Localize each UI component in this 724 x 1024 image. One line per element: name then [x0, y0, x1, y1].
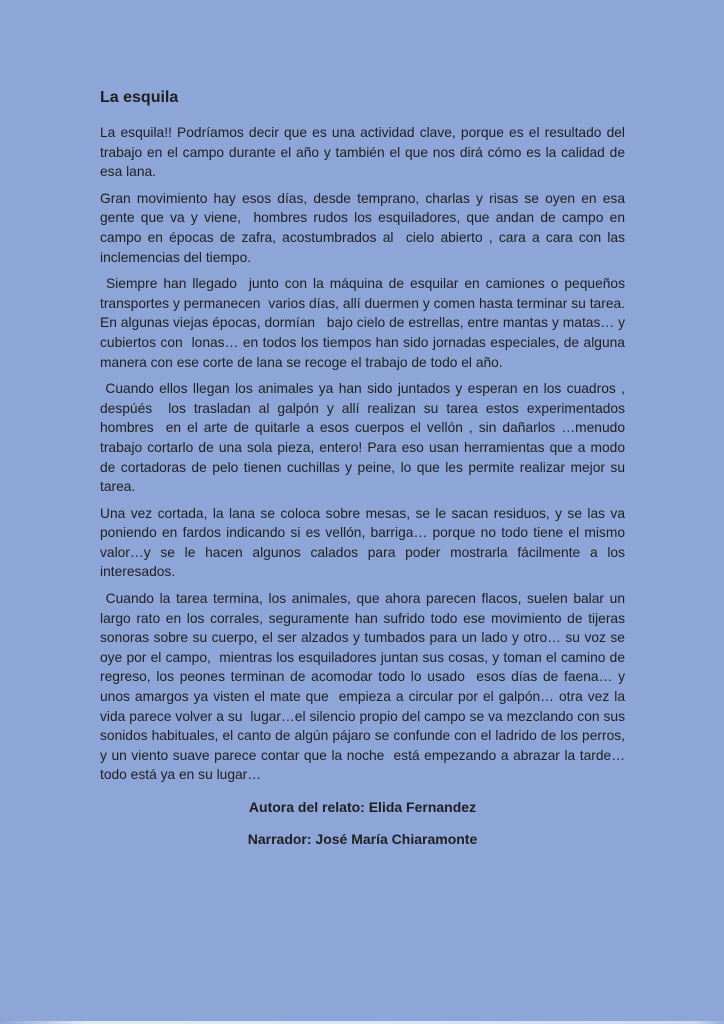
- paragraph-shearing: Cuando ellos llegan los animales ya han sido juntados y esperan en los cuadros , despúés los trasladan al galpón y allí realizan su tarea estos experimentados hombres en el arte de quitarle a esos cuerpos el vellón , sin dañarlos …menudo trabajo cortarlo de una sola pieza, entero! Para eso usan herramientas que a modo de cortadoras de pelo tienen cuchillas y peine, lo que les permite realizar mejor su tarea.: [100, 381, 629, 495]
- credit-author: Autora del relato: Elida Fernandez: [248, 799, 477, 815]
- paragraph-wool: Una vez cortada, la lana se coloca sobre mesas, se le sacan residuos, y se las va poniendo en fardos indicando si es vellón, barriga… porque no todo tiene el mismo valor…y se le hacen algunos calados para poder mostrarla fácilmente a los interesados.: [100, 505, 629, 580]
- document-title: La esquila: [100, 89, 179, 106]
- paragraph-movement: Gran movimiento hay esos días, desde temprano, charlas y risas se oyen en esa gente que va y viene, hombres rudos los esquiladores, que andan de campo en campo en épocas de zafra, acostumbrados al cielo abierto , cara a cara con las inclemencias del tiempo.: [100, 190, 629, 265]
- paragraph-intro: La esquila!! Podríamos decir que es una actividad clave, porque es el resultado del trabajo en el campo durante el año y también el que nos dirá cómo es la calidad de esa lana.: [100, 125, 629, 180]
- credit-narrator: Narrador: José María Chiaramonte: [247, 831, 478, 847]
- paragraph-ending: Cuando la tarea termina, los animales, que ahora parecen flacos, suelen balar un largo rato en los corrales, seguramente han sufrido todo ese movimiento de tijeras sonoras sobre su cuerpo, el ser alzados y tumbados para un lado y otro… su voz se oye por el campo, mientras los esquiladores juntan sus cosas, y toman el camino de regreso, los peones terminan de acomodar todo lo usado esos días de faena… y unos amargos ya visten el mate que empieza a circular por el galpón… otra vez la vida parece volver a su lugar…el silencio propio del campo se va mezclando con sus sonidos habituales, el canto de algún pájaro se confunde con el ladrido de los perros, y un viento suave parece contar que la noche está empezando a abrazar la tarde… todo está ya en su lugar…: [100, 591, 633, 783]
- paragraph-arrival: Siempre han llegado junto con la máquina de esquilar en camiones o pequeños transportes y permanecen varios días, allí duermen y comen hasta terminar su tarea. En algunas viejas épocas, dormían bajo cielo de estrellas, entre mantas y matas… y cubiertos con lonas… en todos los tiempos han sido jornadas especiales, de alguna manera con ese corte de lana se recoge el trabajo de todo el año.: [100, 276, 629, 370]
